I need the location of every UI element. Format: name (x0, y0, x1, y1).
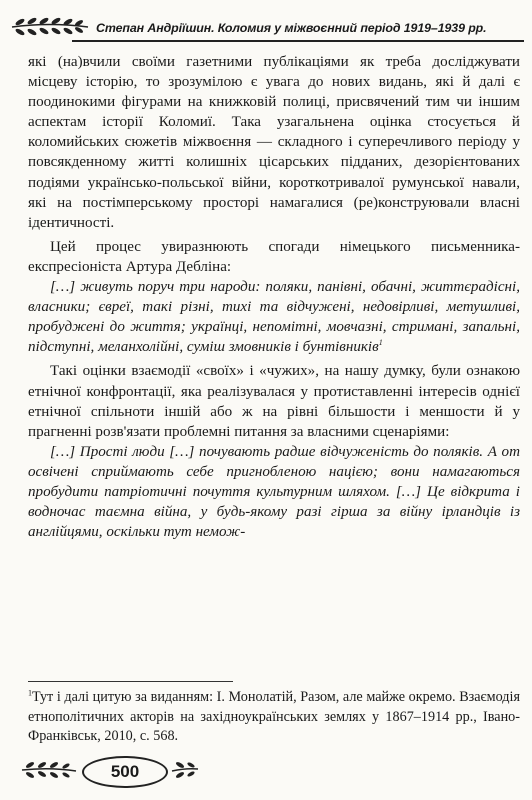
header-rule (72, 40, 524, 42)
paragraph: Такі оцінки взаємодії «своїх» і «чужих», на нашу думку, були ознакою етнічної конфронтації, яка реалізувалася у протиставленні інтересів однієї етнічної спільноти іншій або ж на рівні більшости і меншости й у прагненні розв'язати проблемні питання за власними сценаріями: (28, 363, 520, 440)
paragraph: які (на)вчили своїми газетними публікаціями як треба досліджувати місцеву історію, то зрозумілою є увага до нових видань, які й далі є поодинокими фігурами на книжковій полиці, присвячений тим чи іншим аспектам історії Коломиї. Така узагальнена оцінка стосується й коломийських сюжетів міжвоєння — складного і суперечливого періоду у повсякденному житті колишніх цісарських підданих, дезорієнтованих подіями українсько-польської війни, короткотривалої румунської навали, які на постімперському просторі намагалися (ре)конструювали власні ідентичності. (28, 54, 520, 231)
block-quote: […] Прості люди […] почувають радше відчуженість до поляків. А от освічені сприймають себе пригнобленою нацією; вони намагаються пробудити патріотичні почуття культурним шляхом. […] Це відкрита і водночас таємна війна, у будь-якому разі гірша за війну ірландців із англійцями, оскільки тут немож- (28, 443, 520, 541)
footnote-rule (28, 681, 233, 682)
footnote-mark: 1 (28, 688, 32, 698)
footnote (28, 688, 520, 747)
footnote-reference[interactable]: 1 (378, 338, 383, 348)
laurel-left-icon (20, 758, 78, 782)
quote-text: […] живуть поруч три народи: поляки, панівні, обачні, життєрадісні, власники; євреї, такі різні, тихі та відчужені, недовірливі, метушливі, пробуджені до життя; українці, непомітні, мовчазні, стримані, запальні, підступні, меланхолійні, суміш змовників і бунтівників (28, 279, 520, 356)
running-header (8, 10, 524, 50)
footnote-text: Тут і далі цитую за виданням: І. Монолатій, Разом, але майже окремо. Взаємодія етнополітичних акторів на західноукраїнських землях у 1867–1914 рр., Івано-Франківськ, 2010, с. 568. (28, 689, 520, 744)
paragraph: Цей процес увиразнюють спогади німецького письменника-експресіоніста Артура Дебліна: (28, 238, 520, 275)
main-text (28, 52, 520, 542)
page-footer (20, 754, 200, 790)
running-title: Степан Андріїшин. Коломия у міжвоєнний період 1919–1939 рр. (96, 21, 487, 35)
laurel-right-icon (170, 758, 200, 782)
page-number: 500 (82, 756, 168, 788)
block-quote (28, 277, 520, 357)
laurel-ornament-icon (8, 14, 92, 40)
